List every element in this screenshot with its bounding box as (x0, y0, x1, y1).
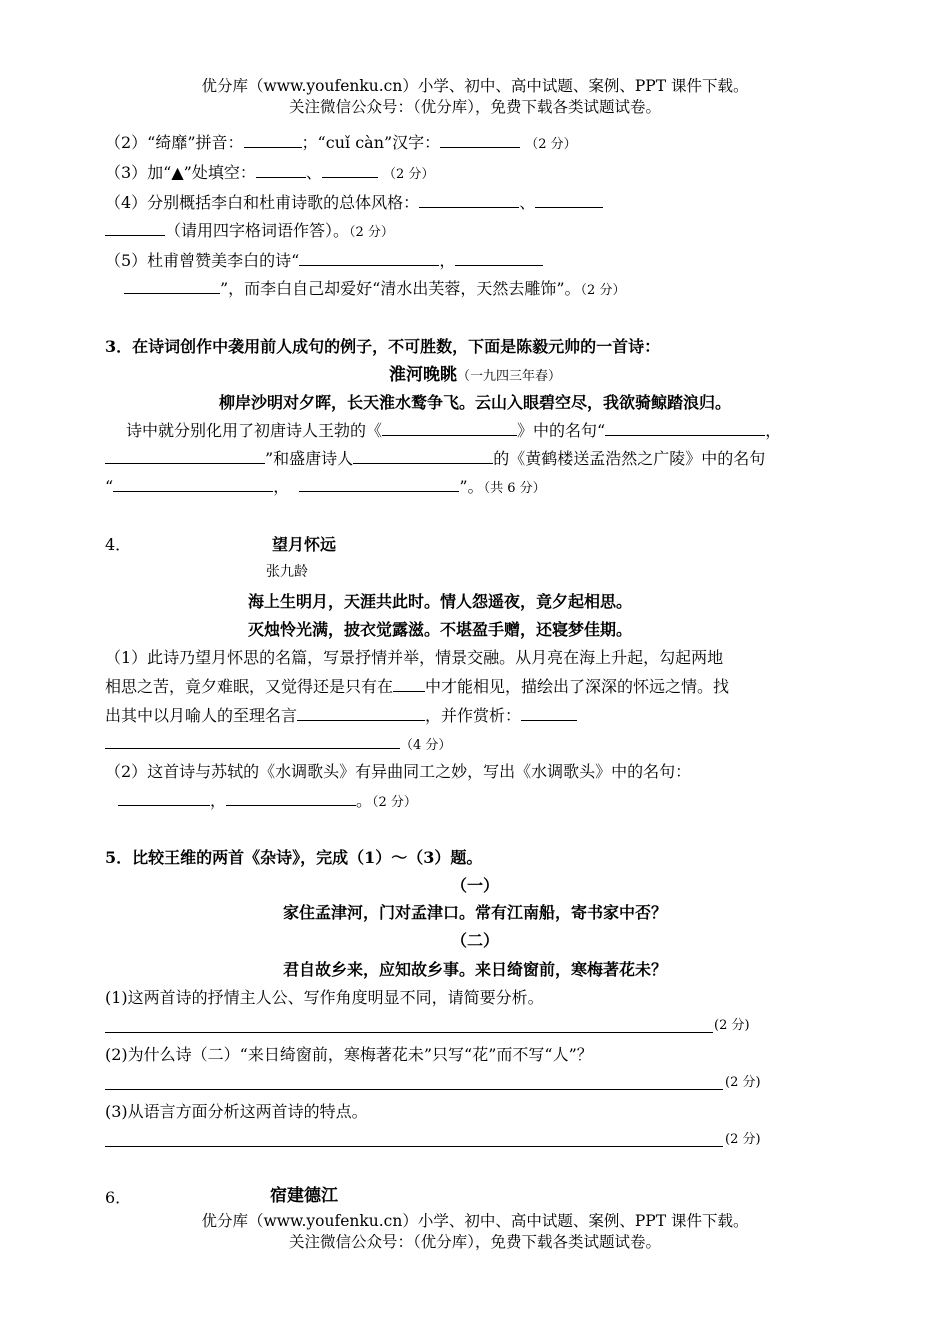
q5-sub-1-points: (2 分) (714, 1018, 750, 1033)
blank[interactable] (382, 421, 517, 436)
q6-title: 宿建德江 (270, 1186, 338, 1206)
q4-p2-line1: （2）这首诗与苏轼的《水调歌头》有异曲同工之妙，写出《水调歌头》中的名句： (105, 762, 692, 781)
blank[interactable] (521, 706, 577, 721)
blank[interactable] (299, 251, 439, 266)
q2-part4-line1: （4）分别概括李白和杜甫诗歌的总体风格： 、 (105, 193, 603, 212)
q3-intro: 3．在诗词创作中袭用前人成句的例子，不可胜数，下面是陈毅元帅的一首诗： (105, 337, 661, 356)
q2-part4-line2: （请用四字格词语作答）。（2 分） (105, 221, 394, 241)
blank[interactable] (535, 193, 603, 208)
blank[interactable] (393, 677, 425, 692)
q4-title: 望月怀远 (272, 535, 337, 554)
q2-part5-line2: ”，而李白自己却爱好“清水出芙蓉，天然去雕饰”。（2 分） (124, 279, 625, 299)
blank[interactable] (105, 449, 265, 464)
blank[interactable] (118, 791, 210, 806)
q4-p1-line1: （1）此诗乃望月怀思的名篇，写景抒情并举，情景交融。从月亮在海上升起，勾起两地 (105, 648, 724, 667)
blank[interactable] (226, 791, 356, 806)
q5-intro: 5．比较王维的两首《杂诗》，完成（1）～（3）题。 (105, 848, 483, 867)
answer-line-2[interactable] (105, 1089, 723, 1090)
q3-line3: “ ， ”。（共 6 分） (105, 477, 546, 496)
q4-author: 张九龄 (266, 564, 308, 580)
blank[interactable] (105, 221, 165, 236)
q3-line2: ”和盛唐诗人 的《黄鹤楼送孟浩然之广陵》中的名句 (105, 449, 765, 468)
q5-poem-2: 君自故乡来，应知故乡事。来日绮窗前，寒梅著花未？ (282, 960, 667, 979)
q2-part3: （3）加“▲”处填空： 、 （2 分） (105, 163, 435, 182)
blank[interactable] (124, 279, 220, 294)
q3-line1: 诗中就分别化用了初唐诗人王勃的《 》中的名句“ ， (126, 421, 782, 440)
blank[interactable] (440, 133, 520, 148)
q2-part2: （2）“绮靡”拼音： ；“cuǐ càn”汉字： （2 分） (105, 133, 577, 152)
q5-heading-2: （二） (450, 931, 499, 950)
q5-heading-1: （一） (450, 876, 499, 895)
header-line-1: 优分库（www.youfenku.cn）小学、初中、高中试题、案例、PPT 课件下载。 (201, 77, 749, 95)
q5-sub-1: (1)这两首诗的抒情主人公、写作角度明显不同，请简要分析。 (105, 988, 544, 1007)
q5-sub-2-points: (2 分) (725, 1075, 761, 1090)
q5-sub-3-points: (2 分) (725, 1132, 761, 1147)
blank[interactable] (605, 421, 765, 436)
answer-line-1[interactable] (105, 1032, 713, 1033)
q4-p1-line4: （4 分） (105, 734, 451, 754)
q4-number: 4． (105, 535, 132, 554)
answer-line-3[interactable] (105, 1146, 723, 1147)
blank[interactable] (113, 477, 273, 492)
blank[interactable] (419, 193, 519, 208)
q6-number: 6． (105, 1188, 132, 1207)
q4-poem-line1: 海上生明月，天涯共此时。情人怨遥夜，竟夕起相思。 (248, 592, 633, 611)
q4-poem-line2: 灭烛怜光满，披衣觉露滋。不堪盈手赠，还寝梦佳期。 (248, 620, 633, 639)
footer-line-2: 关注微信公众号：（优分库），免费下载各类试题试卷。 (288, 1233, 661, 1251)
q4-p2-line2: ， 。（2 分） (118, 791, 417, 811)
blank[interactable] (353, 449, 493, 464)
header-line-2: 关注微信公众号：（优分库），免费下载各类试题试卷。 (288, 98, 661, 116)
blank[interactable] (297, 706, 425, 721)
q5-poem-1: 家住孟津河，门对孟津口。常有江南船，寄书家中否？ (282, 903, 667, 922)
blank[interactable] (322, 163, 378, 178)
q4-p1-line2: 相思之苦，竟夕难眠，又觉得还是只有在 中才能相见，描绘出了深深的怀远之情。找 (105, 677, 730, 696)
blank[interactable] (105, 734, 400, 749)
blank[interactable] (256, 163, 306, 178)
q4-p1-line3: 出其中以月喻人的至理名言 ，并作赏析： (105, 706, 577, 725)
q2-part5-line1: （5）杜甫曾赞美李白的诗“ ， (105, 251, 543, 270)
q5-sub-3: (3)从语言方面分析这两首诗的特点。 (105, 1102, 368, 1121)
q3-title: 淮河晚眺（一九四三年春） (388, 365, 561, 385)
blank[interactable] (244, 133, 302, 148)
blank[interactable] (455, 251, 543, 266)
blank[interactable] (299, 477, 459, 492)
q5-sub-2: (2)为什么诗（二）“来日绮窗前，寒梅著花未”只写“花”而不写“人”？ (105, 1045, 593, 1064)
q3-poem: 柳岸沙明对夕晖，长天淮水鹜争飞。云山入眼碧空尽，我欲骑鲸踏浪归。 (218, 393, 731, 412)
footer-line-1: 优分库（www.youfenku.cn）小学、初中、高中试题、案例、PPT 课件下载。 (201, 1212, 749, 1230)
